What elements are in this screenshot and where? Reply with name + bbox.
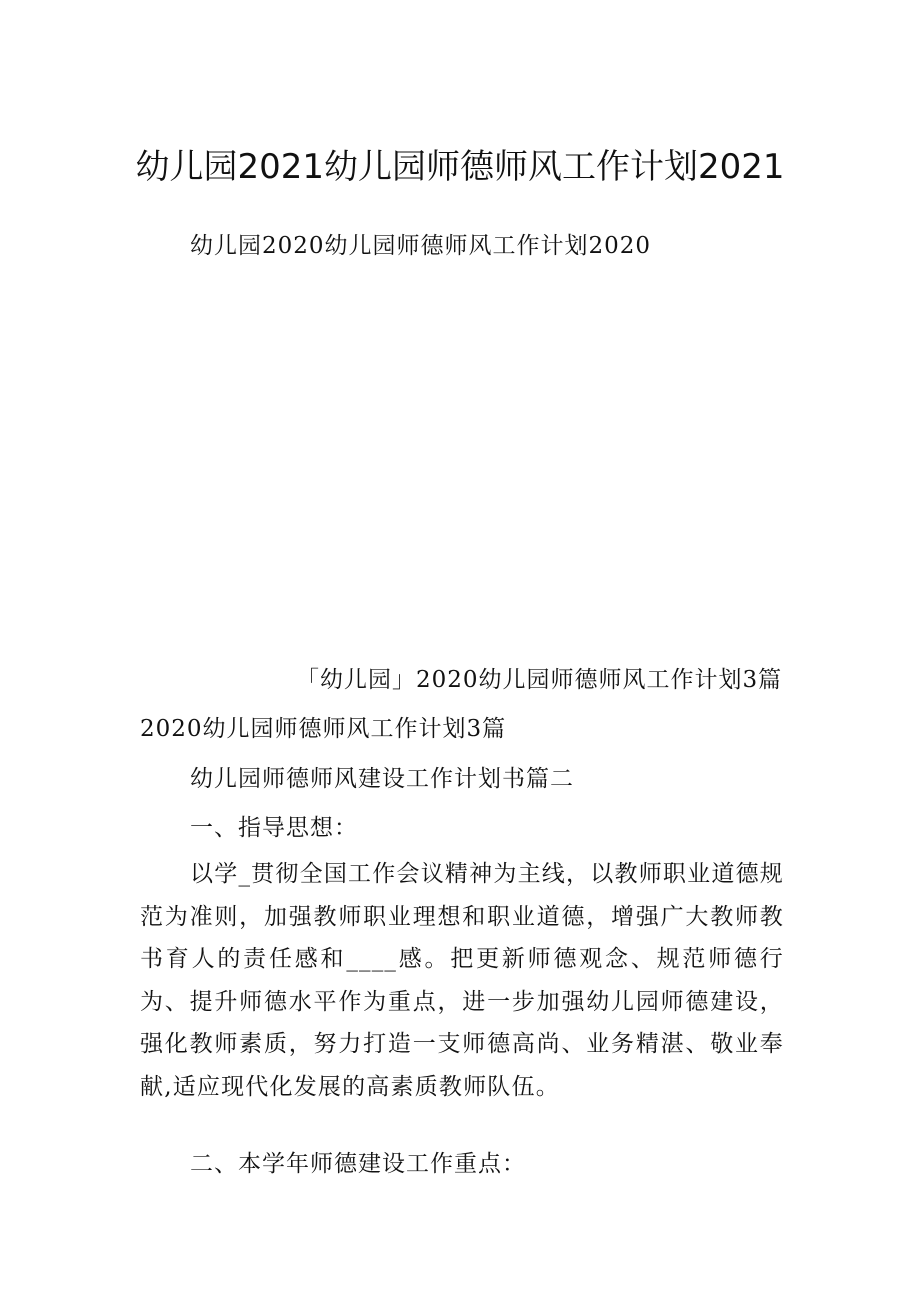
article-subheading: 2020幼儿园师德师风工作计划3篇: [140, 716, 507, 742]
heading-guiding-ideology: 一、指导思想：: [190, 815, 358, 841]
document-title: 幼儿园2021幼儿园师德师风工作计划2021: [135, 147, 785, 187]
document-subtitle: 幼儿园2020幼儿园师德师风工作计划2020: [190, 233, 652, 259]
section-heading: 幼儿园师德师风建设工作计划书篇二: [190, 766, 574, 792]
paragraph-guiding-ideology: 以学_贯彻全国工作会议精神为主线，以教师职业道德规范为准则，加强教师职业理想和职业道德，增强广大教师教书育人的责任感和____感。把更新师德观念、规范师德行为、提升师德水平作为重点，进一步加强幼儿园师德建设，强化教师素质，努力打造一支师德高尚、业务精湛、敬业奉献,适应现代化发展的高素质教师队伍。: [140, 861, 784, 1100]
article-heading: 「幼儿园」2020幼儿园师德师风工作计划3篇: [296, 667, 783, 693]
heading-key-work: 二、本学年师德建设工作重点：: [190, 1151, 526, 1177]
